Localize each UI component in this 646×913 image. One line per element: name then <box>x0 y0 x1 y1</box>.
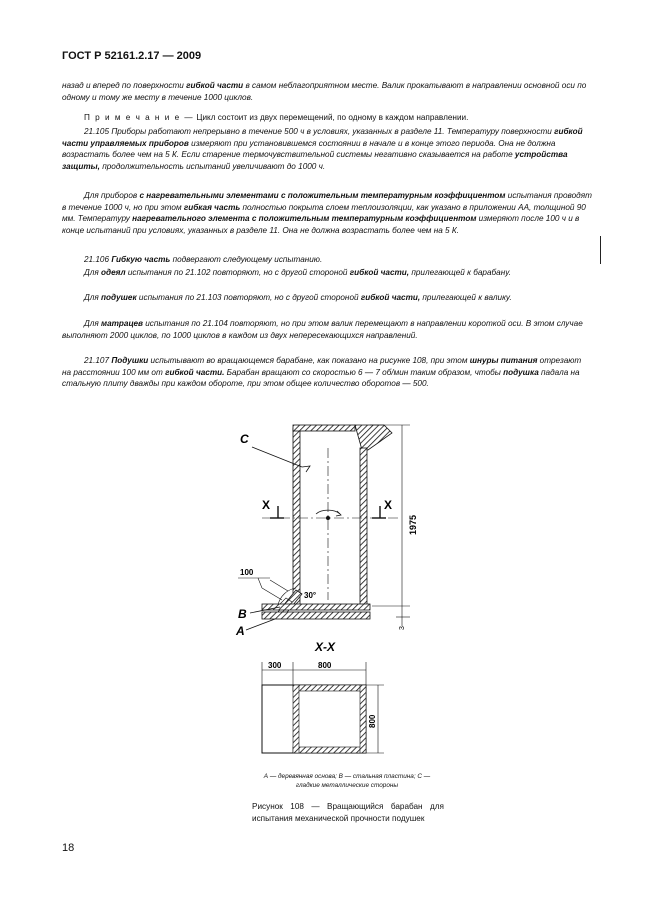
label-c: C <box>240 432 249 446</box>
label-b: B <box>238 607 247 621</box>
term: подушек <box>101 293 137 302</box>
note-lead: П р и м е ч а н и е — <box>84 113 195 122</box>
text: прилегающей к валику. <box>420 293 512 302</box>
dimension-100 <box>238 578 292 604</box>
term: Гибкую часть <box>111 255 171 264</box>
term: Подушки <box>111 356 149 365</box>
figure-caption: Рисунок 108 — Вращающийся барабан для испытания механической прочности подушек <box>252 802 444 823</box>
dimension-300: 300 <box>268 661 282 670</box>
term: гибкой части. <box>165 367 225 377</box>
label-a: A <box>236 624 245 638</box>
term: подушка <box>503 367 539 377</box>
rotation-symbol <box>316 510 341 520</box>
term: гибкая часть <box>183 202 241 212</box>
text: Для <box>84 268 102 277</box>
angle-label: 30° <box>304 591 317 600</box>
text: прилегающей к барабану. <box>409 268 512 277</box>
dimension-800-height: 800 <box>368 714 377 728</box>
term: одеял <box>101 268 126 277</box>
text: назад и вперед по поверхности <box>62 81 187 90</box>
dimension-3: 3 <box>399 626 406 630</box>
axis-lines <box>262 448 400 600</box>
dimension-height <box>370 425 410 626</box>
section-label-right: X <box>384 498 393 512</box>
text: испытания по 21.104 повторяют, но при этом валик перемещают в направлении короткой оси. В этом случае выполняют 2000 циклов, по 1000 циклов в каждом из двух непересекающихся направлений. <box>62 319 583 340</box>
term: шнуры питания <box>469 356 538 365</box>
term: с нагревательными элементами с положительным температурным коэффициентом <box>139 191 506 200</box>
term: матрацев <box>101 319 143 328</box>
term: устройства защиты, <box>62 150 568 171</box>
text: Для приборов <box>84 191 140 200</box>
text: 21.105 Приборы работают непрерывно в течение 500 ч в условиях, указанных в разделе 11. Температуру поверхности <box>84 127 555 136</box>
text: полностью покрыта слоем теплоизоляции, как указано в приложении АА, толщиной 90 мм. Температуру <box>62 202 586 224</box>
text: испытания по 21.102 повторяют, но с другой стороной <box>125 268 350 277</box>
drum-walls <box>262 425 392 619</box>
text: испытания по 21.103 повторяют, но с другой стороной <box>136 293 361 302</box>
text: испытания проводят в течение 1000 ч, но при этом <box>62 191 592 212</box>
dimension-100-label: 100 <box>240 568 254 577</box>
document-header: ГОСТ Р 52161.2.17 — 2009 <box>62 50 202 62</box>
section-label-left: X <box>262 498 271 512</box>
term: гибкой части управляемых приборов <box>62 127 583 148</box>
text: продолжительность испытаний увеличивают до 1000 ч. <box>99 161 326 171</box>
text: 21.106 <box>84 255 112 264</box>
text: измеряют при установившемся состоянии в начале и в конце этого периода. Она не должна возрастать более чем на 5 К. Если старение термочувствительной системы негативно сказывается на работе <box>62 138 556 160</box>
text: Для <box>84 319 102 328</box>
dimension-1975: 1975 <box>408 514 418 535</box>
dimension-800-width: 800 <box>318 661 332 670</box>
text: падала на стальную плиту дважды при каждом обороте, при этом общее количество оборотов — 500. <box>62 367 580 389</box>
text: Барабан вращают со скоростью 6 — 7 об/мин таким образом, чтобы <box>224 367 504 377</box>
text: испытывают во вращающемся барабане, как показано на рисунке 108, при этом <box>148 356 470 365</box>
text: в самом неблагоприятном месте. Валик прокатывают в направлении основной оси по одному и тому же месту в течение 1000 циклов. <box>62 81 587 102</box>
text: измеряют после 100 ч и в конце испытаний при условиях, указанных в разделе 11. Она не должна возрастать более чем на 5 К. <box>62 214 580 235</box>
text: отрезают на расстоянии 100 мм от <box>62 356 582 377</box>
term-flexible-part: гибкой части <box>186 81 244 90</box>
section-view <box>262 685 366 753</box>
section-title: X-X <box>315 640 336 654</box>
text: Для <box>84 293 102 302</box>
term: гибкой части, <box>349 268 410 277</box>
note-text: Цикл состоит из двух перемещений, по одному в каждом направлении. <box>194 113 469 122</box>
text: подвергают следующему испытанию. <box>170 255 323 264</box>
figure-legend: А — деревянная основа; В — стальная пластина; С — гладкие металлические стороны <box>263 773 431 789</box>
term: гибкой части, <box>360 293 421 302</box>
text: 21.107 <box>84 356 112 365</box>
leader-c <box>252 447 310 472</box>
page-number: 18 <box>62 842 75 854</box>
term: нагревательного элемента с положительным температурным коэффициентом <box>132 214 477 224</box>
